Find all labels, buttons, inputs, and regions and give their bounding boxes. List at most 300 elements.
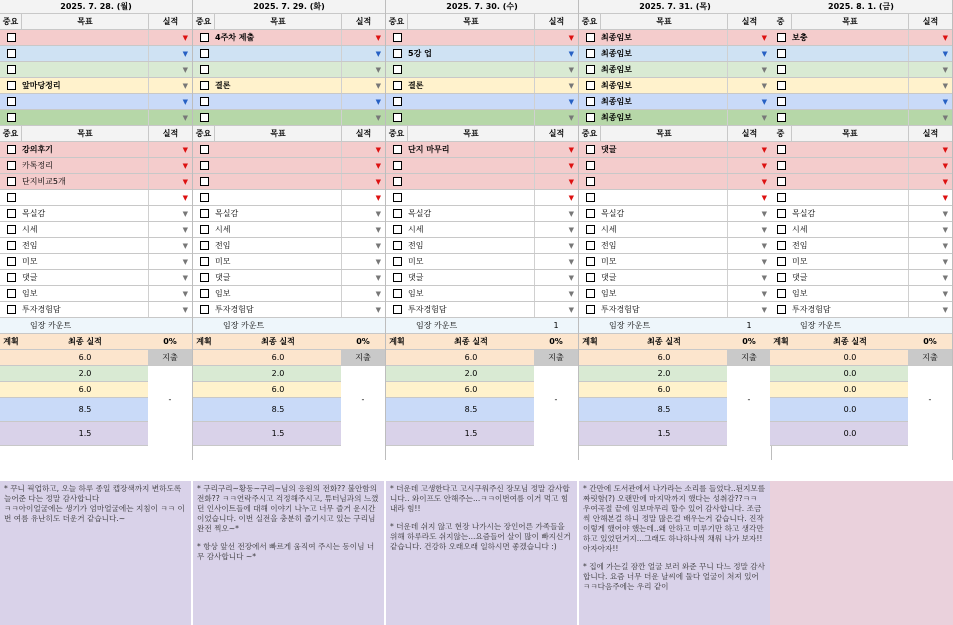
checkbox[interactable] <box>393 65 402 74</box>
checklist-row[interactable] <box>579 206 771 222</box>
goal-row[interactable] <box>579 174 771 190</box>
plan-value[interactable]: 0.0 <box>792 422 908 446</box>
result-dropdown[interactable] <box>727 158 771 173</box>
result-dropdown[interactable] <box>148 142 192 157</box>
checklist-row[interactable] <box>0 286 192 302</box>
result-dropdown[interactable] <box>341 270 385 285</box>
plan-value[interactable]: 1.5 <box>601 422 727 446</box>
goal-row[interactable] <box>386 78 578 94</box>
result-dropdown[interactable] <box>908 30 952 45</box>
goal-text[interactable]: 결론 <box>408 81 424 90</box>
checkbox[interactable] <box>393 209 402 218</box>
result-dropdown[interactable] <box>727 286 771 301</box>
checklist-row[interactable] <box>770 302 952 318</box>
goal-row[interactable] <box>579 190 771 206</box>
checkbox[interactable] <box>7 49 16 58</box>
result-dropdown[interactable] <box>148 222 192 237</box>
checkbox[interactable] <box>200 241 209 250</box>
result-dropdown[interactable] <box>341 30 385 45</box>
checklist-text[interactable]: 임보 <box>408 289 424 298</box>
checkbox[interactable] <box>586 65 595 74</box>
result-dropdown[interactable] <box>727 238 771 253</box>
goal-row[interactable] <box>770 110 952 126</box>
goal-row[interactable] <box>193 174 385 190</box>
checkbox[interactable] <box>393 257 402 266</box>
result-dropdown[interactable] <box>148 62 192 77</box>
result-dropdown[interactable] <box>727 302 771 317</box>
plan-value[interactable]: 6.0 <box>408 350 534 366</box>
goal-row[interactable] <box>770 190 952 206</box>
plan-type[interactable]: 지출 <box>341 350 385 366</box>
checkbox[interactable] <box>393 193 402 202</box>
checklist-row[interactable] <box>0 238 192 254</box>
result-dropdown[interactable] <box>534 270 578 285</box>
result-dropdown[interactable] <box>908 78 952 93</box>
result-dropdown[interactable] <box>727 46 771 61</box>
checkbox[interactable] <box>393 225 402 234</box>
plan-value[interactable]: 0.0 <box>792 382 908 398</box>
checkbox[interactable] <box>393 305 402 314</box>
checkbox[interactable] <box>777 145 786 154</box>
goal-row[interactable] <box>579 62 771 78</box>
result-dropdown[interactable] <box>908 174 952 189</box>
result-dropdown[interactable] <box>908 238 952 253</box>
result-dropdown[interactable] <box>148 158 192 173</box>
goal-text[interactable]: 결론 <box>215 81 231 90</box>
goal-text[interactable]: 단지 마무리 <box>408 145 450 154</box>
checkbox[interactable] <box>586 97 595 106</box>
goal-text[interactable]: 5강 업 <box>408 49 432 58</box>
checklist-text[interactable]: 시세 <box>215 225 231 234</box>
checkbox[interactable] <box>7 33 16 42</box>
plan-value[interactable]: 6.0 <box>408 382 534 398</box>
plan-value[interactable]: 2.0 <box>215 366 341 382</box>
plan-value[interactable]: 1.5 <box>408 422 534 446</box>
result-dropdown[interactable] <box>341 174 385 189</box>
checkbox[interactable] <box>7 305 16 314</box>
checklist-text[interactable]: 댓글 <box>408 273 424 282</box>
checklist-text[interactable]: 전임 <box>215 241 231 250</box>
result-dropdown[interactable] <box>727 222 771 237</box>
checkbox[interactable] <box>393 113 402 122</box>
checkbox[interactable] <box>777 161 786 170</box>
checklist-row[interactable] <box>0 302 192 318</box>
checklist-row[interactable] <box>386 270 578 286</box>
result-dropdown[interactable] <box>727 62 771 77</box>
checklist-text[interactable]: 임보 <box>22 289 38 298</box>
checkbox[interactable] <box>586 145 595 154</box>
checkbox[interactable] <box>393 289 402 298</box>
checklist-text[interactable]: 목실감 <box>408 209 432 218</box>
goal-row[interactable] <box>386 94 578 110</box>
checklist-text[interactable]: 미모 <box>792 257 808 266</box>
result-dropdown[interactable] <box>148 190 192 205</box>
goal-row[interactable] <box>386 30 578 46</box>
result-dropdown[interactable] <box>341 286 385 301</box>
count-value[interactable]: 1 <box>553 321 559 330</box>
result-dropdown[interactable] <box>908 46 952 61</box>
checkbox[interactable] <box>200 49 209 58</box>
goal-row[interactable] <box>770 94 952 110</box>
checklist-text[interactable]: 댓글 <box>792 273 808 282</box>
checkbox[interactable] <box>777 49 786 58</box>
checkbox[interactable] <box>586 33 595 42</box>
plan-value[interactable]: 6.0 <box>601 382 727 398</box>
checklist-text[interactable]: 투자경험담 <box>792 305 831 314</box>
checklist-text[interactable]: 투자경험담 <box>22 305 61 314</box>
checkbox[interactable] <box>7 273 16 282</box>
checkbox[interactable] <box>586 177 595 186</box>
goal-text[interactable]: 최종임보 <box>601 49 632 58</box>
checklist-row[interactable] <box>193 270 385 286</box>
plan-type[interactable]: 지출 <box>148 350 192 366</box>
result-dropdown[interactable] <box>341 158 385 173</box>
plan-type[interactable]: 지출 <box>908 350 952 366</box>
goal-row[interactable] <box>193 62 385 78</box>
checkbox[interactable] <box>7 113 16 122</box>
gratitude-memo[interactable] <box>579 481 770 625</box>
goal-row[interactable] <box>0 174 192 190</box>
result-dropdown[interactable] <box>727 174 771 189</box>
checklist-row[interactable] <box>579 222 771 238</box>
result-dropdown[interactable] <box>148 94 192 109</box>
checklist-row[interactable] <box>193 302 385 318</box>
checkbox[interactable] <box>200 305 209 314</box>
checkbox[interactable] <box>200 81 209 90</box>
goal-row[interactable] <box>0 46 192 62</box>
result-dropdown[interactable] <box>148 254 192 269</box>
checklist-row[interactable] <box>0 270 192 286</box>
result-dropdown[interactable] <box>908 94 952 109</box>
checkbox[interactable] <box>200 33 209 42</box>
checkbox[interactable] <box>200 65 209 74</box>
goal-row[interactable] <box>0 190 192 206</box>
result-dropdown[interactable] <box>534 174 578 189</box>
result-dropdown[interactable] <box>534 62 578 77</box>
goal-row[interactable] <box>579 110 771 126</box>
plan-value[interactable]: 2.0 <box>22 366 148 382</box>
checkbox[interactable] <box>7 81 16 90</box>
checkbox[interactable] <box>7 145 16 154</box>
checklist-text[interactable]: 목실감 <box>22 209 46 218</box>
checkbox[interactable] <box>393 81 402 90</box>
checkbox[interactable] <box>777 209 786 218</box>
checklist-text[interactable]: 댓글 <box>215 273 231 282</box>
checklist-text[interactable]: 댓글 <box>22 273 38 282</box>
checklist-row[interactable] <box>386 222 578 238</box>
result-dropdown[interactable] <box>341 302 385 317</box>
checkbox[interactable] <box>586 305 595 314</box>
checkbox[interactable] <box>777 113 786 122</box>
result-dropdown[interactable] <box>908 110 952 125</box>
result-dropdown[interactable] <box>908 142 952 157</box>
checkbox[interactable] <box>200 113 209 122</box>
gratitude-memo[interactable] <box>0 481 191 625</box>
checklist-text[interactable]: 임보 <box>215 289 231 298</box>
result-dropdown[interactable] <box>341 46 385 61</box>
checkbox[interactable] <box>586 273 595 282</box>
checkbox[interactable] <box>586 241 595 250</box>
goal-row[interactable] <box>579 142 771 158</box>
goal-row[interactable] <box>770 62 952 78</box>
result-dropdown[interactable] <box>727 30 771 45</box>
plan-value[interactable]: 0.0 <box>792 366 908 382</box>
checkbox[interactable] <box>777 273 786 282</box>
result-dropdown[interactable] <box>534 302 578 317</box>
checklist-row[interactable] <box>386 286 578 302</box>
checkbox[interactable] <box>393 97 402 106</box>
goal-row[interactable] <box>0 142 192 158</box>
result-dropdown[interactable] <box>727 254 771 269</box>
goal-row[interactable] <box>770 158 952 174</box>
plan-value[interactable]: 6.0 <box>215 382 341 398</box>
checklist-row[interactable] <box>770 222 952 238</box>
checkbox[interactable] <box>7 193 16 202</box>
goal-row[interactable] <box>193 158 385 174</box>
checklist-text[interactable]: 댓글 <box>601 273 617 282</box>
checkbox[interactable] <box>777 65 786 74</box>
goal-text[interactable]: 최종임보 <box>601 33 632 42</box>
goal-row[interactable] <box>579 94 771 110</box>
result-dropdown[interactable] <box>534 46 578 61</box>
checklist-row[interactable] <box>386 206 578 222</box>
checklist-text[interactable]: 목실감 <box>601 209 625 218</box>
checklist-row[interactable] <box>770 254 952 270</box>
checkbox[interactable] <box>586 49 595 58</box>
goal-row[interactable] <box>579 158 771 174</box>
checkbox[interactable] <box>393 145 402 154</box>
goal-row[interactable] <box>193 190 385 206</box>
plan-value[interactable]: 6.0 <box>22 350 148 366</box>
checkbox[interactable] <box>586 113 595 122</box>
goal-row[interactable] <box>386 174 578 190</box>
result-dropdown[interactable] <box>148 270 192 285</box>
result-dropdown[interactable] <box>908 158 952 173</box>
checklist-text[interactable]: 미모 <box>408 257 424 266</box>
checkbox[interactable] <box>393 241 402 250</box>
checklist-row[interactable] <box>193 286 385 302</box>
goal-row[interactable] <box>193 94 385 110</box>
checkbox[interactable] <box>200 97 209 106</box>
checklist-text[interactable]: 시세 <box>601 225 617 234</box>
checkbox[interactable] <box>586 289 595 298</box>
result-dropdown[interactable] <box>908 286 952 301</box>
goal-row[interactable] <box>0 94 192 110</box>
checkbox[interactable] <box>586 257 595 266</box>
checkbox[interactable] <box>200 193 209 202</box>
result-dropdown[interactable] <box>727 270 771 285</box>
gratitude-memo[interactable] <box>386 481 577 625</box>
checkbox[interactable] <box>777 257 786 266</box>
result-dropdown[interactable] <box>341 110 385 125</box>
result-dropdown[interactable] <box>534 30 578 45</box>
plan-value[interactable]: 6.0 <box>215 350 341 366</box>
checkbox[interactable] <box>7 289 16 298</box>
goal-row[interactable] <box>0 78 192 94</box>
checkbox[interactable] <box>586 209 595 218</box>
checklist-row[interactable] <box>579 302 771 318</box>
result-dropdown[interactable] <box>148 46 192 61</box>
checkbox[interactable] <box>200 225 209 234</box>
goal-row[interactable] <box>0 158 192 174</box>
count-value[interactable]: 1 <box>746 321 752 330</box>
result-dropdown[interactable] <box>908 190 952 205</box>
checklist-text[interactable]: 전임 <box>601 241 617 250</box>
goal-row[interactable] <box>0 62 192 78</box>
gratitude-memo[interactable] <box>193 481 384 625</box>
plan-value[interactable]: 8.5 <box>215 398 341 422</box>
goal-row[interactable] <box>0 110 192 126</box>
checkbox[interactable] <box>393 49 402 58</box>
checkbox[interactable] <box>777 177 786 186</box>
result-dropdown[interactable] <box>908 62 952 77</box>
goal-row[interactable] <box>770 30 952 46</box>
goal-row[interactable] <box>0 30 192 46</box>
plan-value[interactable]: 6.0 <box>22 382 148 398</box>
plan-value[interactable]: 2.0 <box>601 366 727 382</box>
checklist-row[interactable] <box>770 270 952 286</box>
checklist-row[interactable] <box>386 254 578 270</box>
goal-row[interactable] <box>386 190 578 206</box>
checklist-text[interactable]: 전임 <box>408 241 424 250</box>
checklist-row[interactable] <box>579 254 771 270</box>
checkbox[interactable] <box>777 241 786 250</box>
result-dropdown[interactable] <box>534 222 578 237</box>
goal-text[interactable]: 보충 <box>792 33 808 42</box>
goal-row[interactable] <box>193 30 385 46</box>
checkbox[interactable] <box>777 81 786 90</box>
result-dropdown[interactable] <box>534 286 578 301</box>
result-dropdown[interactable] <box>727 142 771 157</box>
result-dropdown[interactable] <box>341 62 385 77</box>
checklist-text[interactable]: 전임 <box>22 241 38 250</box>
result-dropdown[interactable] <box>908 206 952 221</box>
result-dropdown[interactable] <box>534 142 578 157</box>
goal-row[interactable] <box>770 78 952 94</box>
result-dropdown[interactable] <box>908 270 952 285</box>
checklist-row[interactable] <box>193 206 385 222</box>
plan-type[interactable]: 지출 <box>727 350 771 366</box>
checklist-row[interactable] <box>579 238 771 254</box>
checklist-row[interactable] <box>0 206 192 222</box>
result-dropdown[interactable] <box>908 302 952 317</box>
goal-row[interactable] <box>579 46 771 62</box>
checklist-row[interactable] <box>193 238 385 254</box>
result-dropdown[interactable] <box>148 174 192 189</box>
goal-row[interactable] <box>579 30 771 46</box>
result-dropdown[interactable] <box>534 238 578 253</box>
goal-row[interactable] <box>579 78 771 94</box>
gratitude-memo[interactable] <box>770 481 953 625</box>
checklist-text[interactable]: 미모 <box>215 257 231 266</box>
goal-row[interactable] <box>193 142 385 158</box>
checklist-text[interactable]: 목실감 <box>215 209 239 218</box>
checklist-row[interactable] <box>579 286 771 302</box>
checklist-row[interactable] <box>579 270 771 286</box>
checklist-text[interactable]: 시세 <box>792 225 808 234</box>
plan-value[interactable]: 1.5 <box>215 422 341 446</box>
checklist-text[interactable]: 임보 <box>601 289 617 298</box>
goal-row[interactable] <box>770 174 952 190</box>
result-dropdown[interactable] <box>534 110 578 125</box>
goal-row[interactable] <box>386 62 578 78</box>
goal-text[interactable]: 댓글 <box>601 145 617 154</box>
checklist-row[interactable] <box>0 222 192 238</box>
checkbox[interactable] <box>200 177 209 186</box>
checkbox[interactable] <box>586 225 595 234</box>
plan-value[interactable]: 8.5 <box>601 398 727 422</box>
goal-row[interactable] <box>386 158 578 174</box>
checkbox[interactable] <box>7 65 16 74</box>
checkbox[interactable] <box>777 33 786 42</box>
checklist-text[interactable]: 목실감 <box>792 209 816 218</box>
result-dropdown[interactable] <box>341 78 385 93</box>
checkbox[interactable] <box>7 161 16 170</box>
result-dropdown[interactable] <box>534 158 578 173</box>
checkbox[interactable] <box>7 241 16 250</box>
result-dropdown[interactable] <box>727 110 771 125</box>
checkbox[interactable] <box>393 33 402 42</box>
checkbox[interactable] <box>7 257 16 266</box>
goal-text[interactable]: 최종임보 <box>601 113 632 122</box>
result-dropdown[interactable] <box>148 286 192 301</box>
checkbox[interactable] <box>7 97 16 106</box>
checkbox[interactable] <box>586 81 595 90</box>
checkbox[interactable] <box>393 161 402 170</box>
checkbox[interactable] <box>200 257 209 266</box>
result-dropdown[interactable] <box>727 78 771 93</box>
checkbox[interactable] <box>777 289 786 298</box>
result-dropdown[interactable] <box>341 206 385 221</box>
checkbox[interactable] <box>7 225 16 234</box>
checklist-text[interactable]: 전임 <box>792 241 808 250</box>
goal-row[interactable] <box>193 78 385 94</box>
result-dropdown[interactable] <box>148 238 192 253</box>
plan-value[interactable]: 8.5 <box>22 398 148 422</box>
result-dropdown[interactable] <box>727 206 771 221</box>
plan-value[interactable]: 1.5 <box>22 422 148 446</box>
checklist-row[interactable] <box>386 302 578 318</box>
checkbox[interactable] <box>777 193 786 202</box>
checkbox[interactable] <box>777 305 786 314</box>
result-dropdown[interactable] <box>908 254 952 269</box>
checklist-text[interactable]: 미모 <box>22 257 38 266</box>
checklist-row[interactable] <box>386 238 578 254</box>
checkbox[interactable] <box>777 97 786 106</box>
checkbox[interactable] <box>7 209 16 218</box>
checklist-row[interactable] <box>193 254 385 270</box>
checklist-text[interactable]: 투자경험담 <box>215 305 254 314</box>
plan-value[interactable]: 8.5 <box>408 398 534 422</box>
result-dropdown[interactable] <box>534 254 578 269</box>
checkbox[interactable] <box>200 161 209 170</box>
checkbox[interactable] <box>200 145 209 154</box>
checkbox[interactable] <box>7 177 16 186</box>
checkbox[interactable] <box>777 225 786 234</box>
checkbox[interactable] <box>200 289 209 298</box>
result-dropdown[interactable] <box>341 238 385 253</box>
checklist-text[interactable]: 시세 <box>22 225 38 234</box>
checklist-row[interactable] <box>770 206 952 222</box>
plan-value[interactable]: 0.0 <box>792 350 908 366</box>
goal-row[interactable] <box>386 142 578 158</box>
result-dropdown[interactable] <box>341 190 385 205</box>
goal-text[interactable]: 최종임보 <box>601 97 632 106</box>
goal-row[interactable] <box>193 110 385 126</box>
result-dropdown[interactable] <box>148 110 192 125</box>
result-dropdown[interactable] <box>341 222 385 237</box>
plan-value[interactable]: 2.0 <box>408 366 534 382</box>
